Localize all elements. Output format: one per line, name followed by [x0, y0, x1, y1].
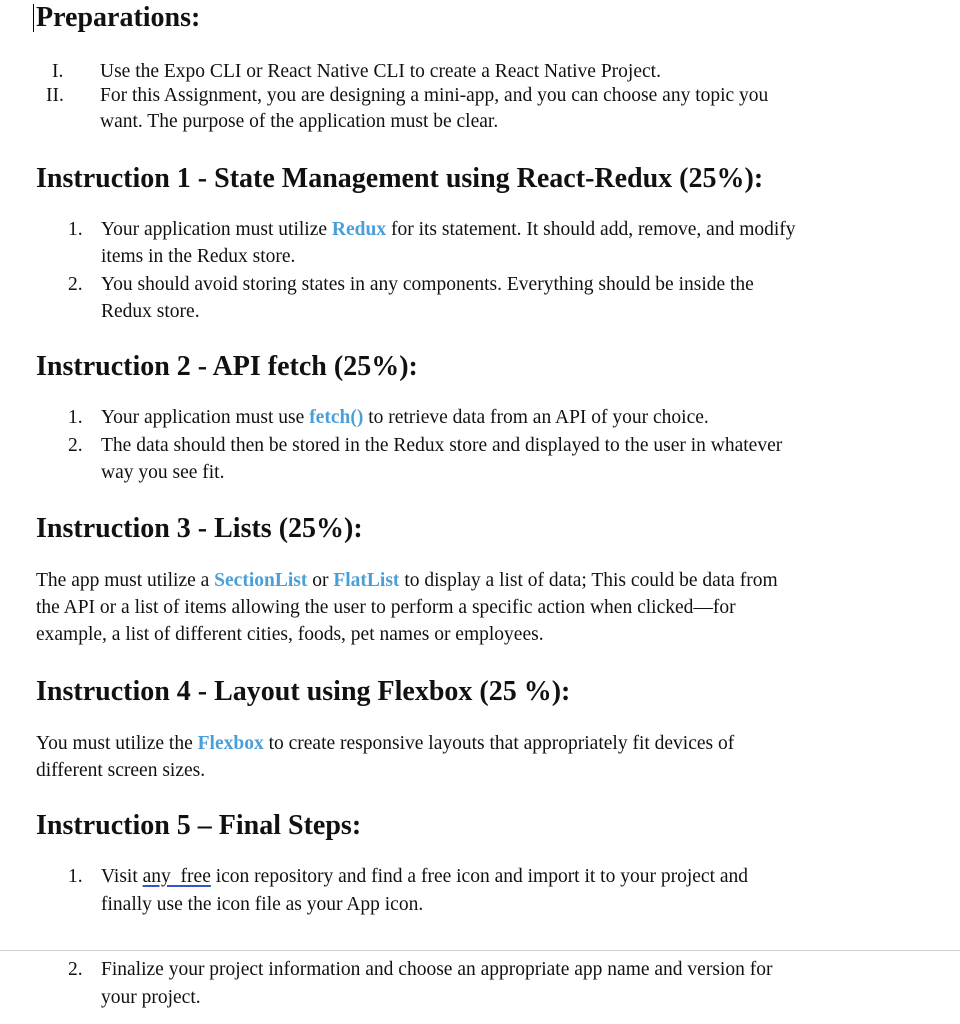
- fetch-highlight: fetch(): [309, 407, 364, 428]
- redux-highlight: Redux: [331, 219, 387, 240]
- spellcheck-underline: any free: [142, 866, 211, 887]
- list-item: Visit any free icon repository and find a free icon and import it to your project and: [101, 866, 749, 887]
- list-item-continuation: Redux store.: [101, 301, 200, 322]
- page-divider: [0, 950, 960, 951]
- list-item: Use the Expo CLI or React Native CLI to create a React Native Project.: [100, 61, 661, 82]
- instruction-1-heading: Instruction 1 - State Management using React-Redux (25%):: [36, 163, 764, 194]
- list-marker: 2.: [68, 274, 83, 295]
- flexbox-highlight: Flexbox: [197, 733, 264, 754]
- list-item-continuation: items in the Redux store.: [101, 246, 296, 267]
- list-item-continuation: way you see fit.: [101, 462, 225, 483]
- paragraph-line: example, a list of different cities, foods, pet names or employees.: [36, 624, 544, 645]
- paragraph-line: different screen sizes.: [36, 760, 206, 781]
- text-cursor: [33, 4, 34, 32]
- paragraph-line: The app must utilize a SectionList or FlatList to display a list of data; This could be data from: [36, 570, 778, 591]
- instruction-5-heading: Instruction 5 – Final Steps:: [36, 810, 362, 841]
- list-item: Your application must use fetch() to retrieve data from an API of your choice.: [101, 407, 709, 428]
- list-marker: 1.: [68, 866, 83, 887]
- list-item: Finalize your project information and choose an appropriate app name and version for: [101, 959, 773, 980]
- list-marker: 2.: [68, 959, 83, 980]
- list-marker: I.: [52, 61, 64, 82]
- list-marker: 2.: [68, 435, 83, 456]
- paragraph-line: the API or a list of items allowing the user to perform a specific action when clicked—for: [36, 597, 736, 618]
- list-item: Your application must utilize Redux for its statement. It should add, remove, and modify: [101, 219, 796, 240]
- list-item: The data should then be stored in the Redux store and displayed to the user in whatever: [101, 435, 783, 456]
- list-item: For this Assignment, you are designing a mini-app, and you can choose any topic you: [100, 85, 769, 106]
- list-marker: II.: [46, 85, 64, 106]
- list-marker: 1.: [68, 219, 83, 240]
- list-item: You should avoid storing states in any components. Everything should be inside the: [101, 274, 754, 295]
- sectionlist-highlight: SectionList: [214, 570, 308, 591]
- list-item-continuation: finally use the icon file as your App icon.: [101, 894, 424, 915]
- instruction-2-heading: Instruction 2 - API fetch (25%):: [36, 351, 418, 382]
- instruction-3-heading: Instruction 3 - Lists (25%):: [36, 513, 363, 544]
- paragraph-line: You must utilize the Flexbox to create responsive layouts that appropriately fit devices of: [36, 733, 735, 754]
- list-item-continuation: your project.: [101, 987, 201, 1008]
- instruction-4-heading: Instruction 4 - Layout using Flexbox (25 %):: [36, 676, 571, 707]
- list-item-continuation: want. The purpose of the application must be clear.: [100, 111, 499, 132]
- preparations-heading: Preparations:: [36, 2, 201, 33]
- flatlist-highlight: FlatList: [333, 570, 400, 591]
- list-marker: 1.: [68, 407, 83, 428]
